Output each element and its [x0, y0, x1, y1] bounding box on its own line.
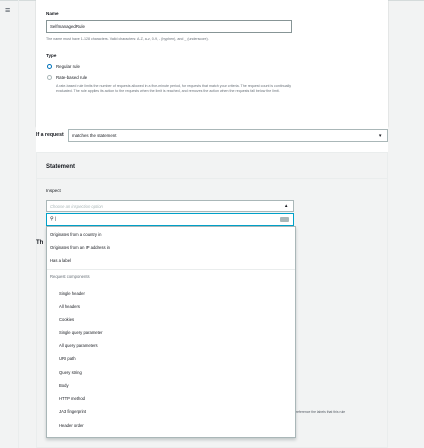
inspect-search-input[interactable]: [46, 213, 294, 226]
rate-based-rule-label: Rate-based rule: [56, 75, 88, 80]
option-has-label[interactable]: Has a label: [50, 258, 71, 263]
regular-rule-radio[interactable]: [47, 64, 52, 69]
option-single-header[interactable]: Single header: [59, 291, 85, 296]
option-query-string[interactable]: Query string: [59, 370, 82, 375]
statement-title: Statement: [46, 164, 76, 170]
search-cursor: |: [54, 216, 57, 221]
background-heading: Th: [36, 240, 44, 246]
option-single-query-parameter[interactable]: Single query parameter: [59, 330, 103, 335]
regular-rule-label: Regular rule: [56, 64, 80, 69]
if-request-select[interactable]: matches the statement: [68, 129, 388, 142]
rate-based-rule-radio[interactable]: [47, 75, 52, 80]
dropdown-separator: [47, 269, 295, 270]
option-body[interactable]: Body: [59, 383, 69, 388]
clear-icon[interactable]: [280, 217, 289, 222]
rule-details-card: [36, 0, 388, 126]
statement-divider: [36, 178, 388, 179]
menu-icon[interactable]: ≡: [5, 5, 11, 15]
option-ja3-fingerprint[interactable]: JA3 fingerprint: [59, 409, 86, 414]
name-label: Name: [46, 11, 59, 16]
background-hint: reference the labels that this rule: [296, 410, 346, 414]
caret-up-icon[interactable]: ▲: [284, 203, 289, 208]
name-hint: The name must have 1-128 characters. Valid characters: A-Z, a-z, 0-9, - (hyphen), and _ (underscore).: [46, 37, 209, 41]
name-input[interactable]: SelfmanagedRule: [46, 20, 292, 33]
option-country[interactable]: Originates from a country in: [50, 232, 102, 237]
type-label: Type: [46, 53, 57, 58]
option-cookies[interactable]: Cookies: [59, 317, 75, 322]
option-all-headers[interactable]: All headers: [59, 304, 80, 309]
option-http-method[interactable]: HTTP method: [59, 396, 85, 401]
caret-down-icon[interactable]: ▼: [378, 133, 383, 138]
rate-based-description: A rate-based rule limits the number of requests allowed in a five-minute period, for requests that match your criteria. The request count is continually evaluated. The rule applies its action to the requests when the limit is reached, and removes the action when the requests fall below the limit.: [56, 84, 292, 93]
if-request-label: If a request: [36, 132, 64, 138]
option-header-order[interactable]: Header order: [59, 423, 84, 428]
search-icon: ⚲: [50, 216, 54, 222]
inspect-select[interactable]: Choose an inspection option: [46, 200, 294, 212]
option-all-query-parameters[interactable]: All query parameters: [59, 343, 98, 348]
option-uri-path[interactable]: URI path: [59, 356, 76, 361]
group-request-components: Request components: [50, 274, 90, 279]
option-ip-address[interactable]: Originates from an IP address in: [50, 245, 110, 250]
nav-divider: [18, 0, 19, 448]
inspect-label: Inspect: [46, 188, 61, 193]
